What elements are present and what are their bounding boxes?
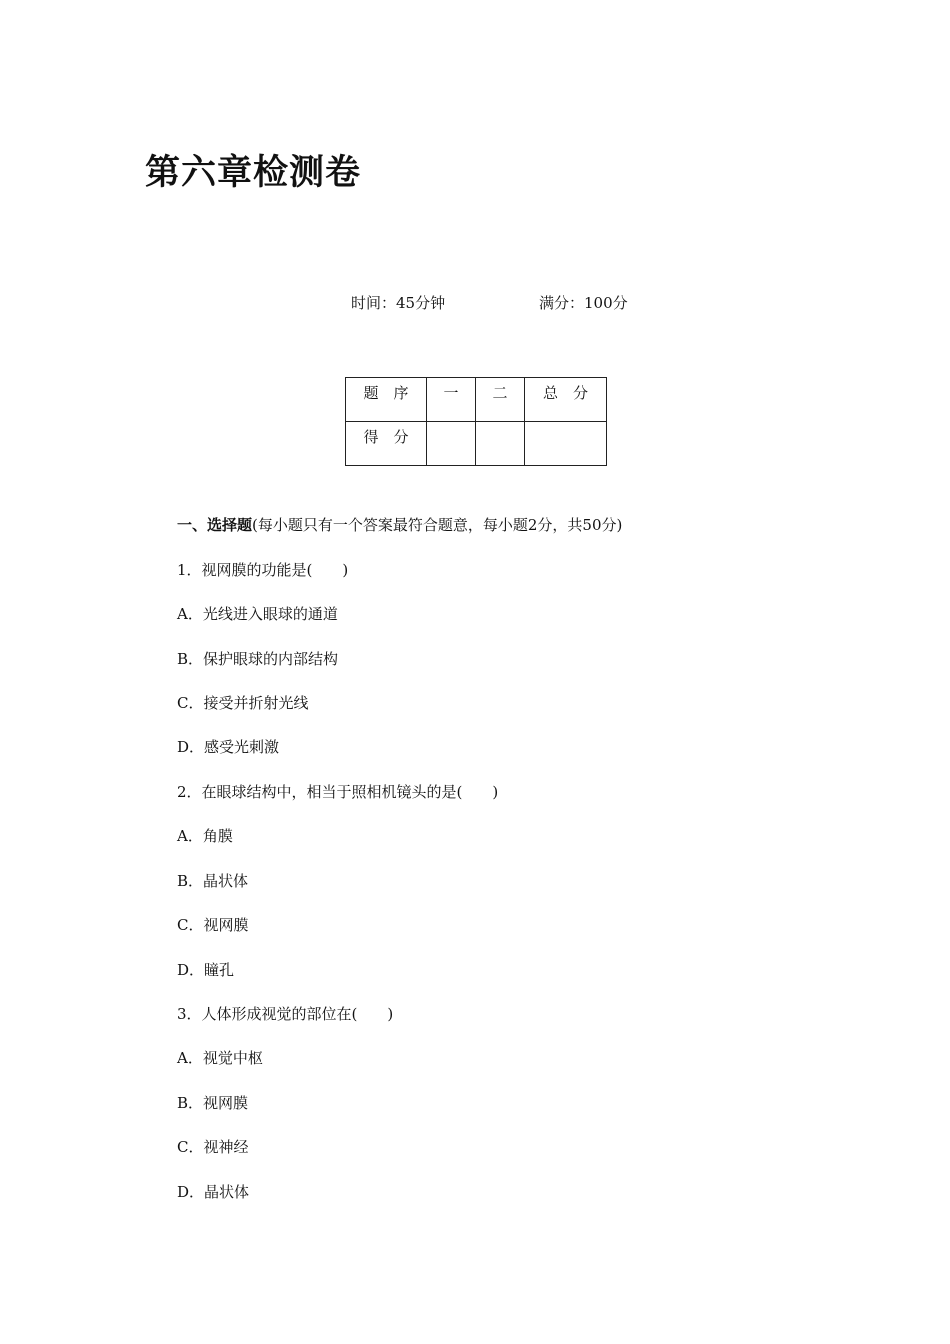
exam-full-score: 满分：100分 (539, 294, 628, 312)
score-row-label: 得 分 (346, 422, 427, 466)
score-cell-section-2[interactable] (476, 422, 525, 466)
question-stem: 1．视网膜的功能是( ) (177, 561, 349, 579)
option-item: B．晶状体 (177, 872, 249, 890)
section-heading (177, 514, 622, 536)
exam-time: 时间：45分钟 (351, 294, 446, 312)
option-item: A．光线进入眼球的通道 (177, 605, 338, 623)
score-table-header-cell: 总 分 (525, 378, 607, 422)
score-cell-total[interactable] (525, 422, 607, 466)
question-stem: 3．人体形成视觉的部位在( ) (177, 1005, 394, 1023)
question-stem: 2．在眼球结构中，相当于照相机镜头的是( ) (177, 783, 499, 801)
option-item: B．保护眼球的内部结构 (177, 650, 339, 668)
section-heading-title: 一、选择题 (177, 516, 253, 534)
page-title: 第六章检测卷 (145, 153, 362, 193)
score-table-score-row (346, 422, 607, 466)
score-table-header-cell: 题 序 (346, 378, 427, 422)
option-item: D．晶状体 (177, 1183, 250, 1201)
option-item: C．接受并折射光线 (177, 694, 309, 712)
score-table-header-cell: 二 (476, 378, 525, 422)
score-cell-section-1[interactable] (427, 422, 476, 466)
score-table-header-cell: 一 (427, 378, 476, 422)
option-item: D．瞳孔 (177, 961, 235, 979)
option-item: C．视神经 (177, 1138, 249, 1156)
option-item: A．角膜 (177, 827, 233, 845)
option-item: C．视网膜 (177, 916, 249, 934)
option-item: D．感受光刺激 (177, 738, 280, 756)
score-table-header-row (346, 378, 607, 422)
section-heading-note: (每小题只有一个答案最符合题意，每小题2分，共50分) (252, 516, 623, 534)
option-item: B．视网膜 (177, 1094, 249, 1112)
score-table (345, 377, 607, 466)
option-item: A．视觉中枢 (177, 1049, 263, 1067)
